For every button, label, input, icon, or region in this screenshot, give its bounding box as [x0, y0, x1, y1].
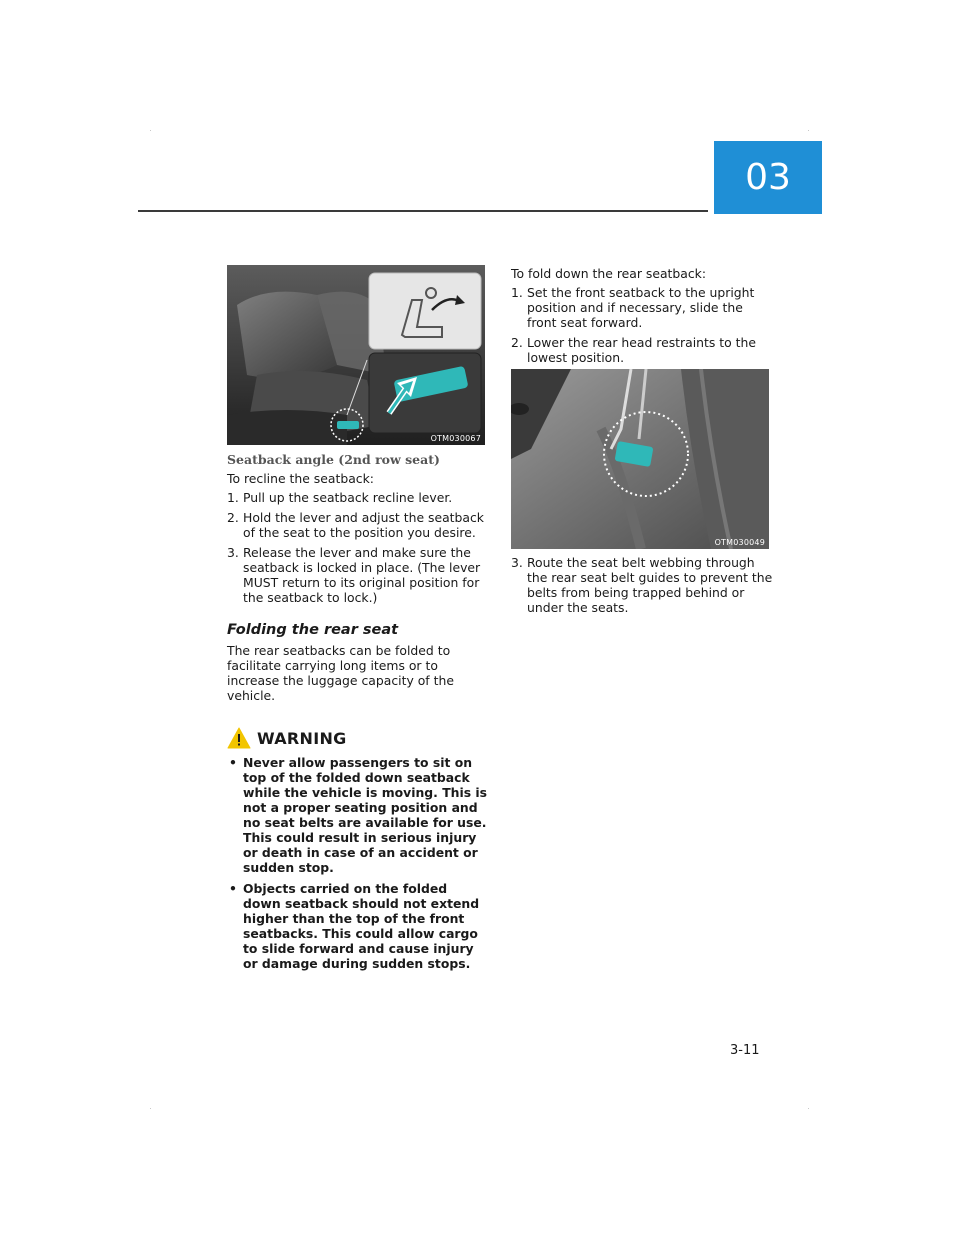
list-item	[511, 555, 773, 615]
list-item	[511, 285, 773, 330]
step-number: 2.	[511, 335, 523, 350]
chapter-tab	[714, 141, 822, 214]
step-number: 1.	[511, 285, 523, 300]
figure-code: OTM030049	[714, 538, 765, 547]
warning-text: Never allow passengers to sit on top of the folded down seatback while the vehicle is moving. This is not a proper seating position and no seat belts are available for use. This could result in serious injury or death in case of an accident or sudden stop.	[243, 755, 488, 875]
folding-description: The rear seatbacks can be folded to facilitate carrying long items or to increase the luggage capacity of the vehicle.	[227, 643, 454, 703]
list-item	[227, 545, 489, 605]
warning-list	[227, 755, 489, 971]
crop-mark	[808, 1108, 809, 1109]
step-number: 3.	[227, 545, 239, 560]
crop-mark	[150, 1108, 151, 1109]
warning-text: Objects carried on the folded down seatback should not extend higher than the top of the front seatbacks. This could allow cargo to slide forward and cause injury or damage during sudden stops.	[243, 881, 480, 971]
step-text: Lower the rear head restraints to the lowest position.	[527, 335, 756, 365]
step-number: 3.	[511, 555, 523, 570]
seat-interior-illustration	[227, 265, 485, 445]
recline-steps	[227, 490, 489, 605]
bullet: •	[229, 755, 237, 770]
chapter-number: 03	[745, 157, 791, 198]
step-text: Pull up the seatback recline lever.	[243, 490, 453, 505]
header-rule	[138, 210, 708, 212]
step-text: Route the seat belt webbing through the rear seat belt guides to prevent the belts from being trapped behind or under the seats.	[527, 555, 773, 615]
step-text: Set the front seatback to the upright position and if necessary, slide the front seat forward.	[527, 285, 755, 330]
fold-intro: To fold down the rear seatback:	[511, 266, 707, 281]
right-column-continued	[511, 555, 773, 620]
recline-intro: To recline the seatback:	[227, 471, 374, 486]
right-column	[511, 266, 773, 370]
left-column	[227, 452, 489, 977]
list-item	[511, 335, 773, 365]
warning-title: WARNING	[257, 728, 347, 748]
list-item	[227, 510, 489, 540]
seat-belt-guide-figure	[511, 369, 769, 549]
fold-steps	[511, 285, 773, 365]
bullet: •	[229, 881, 237, 896]
figure-code: OTM030067	[430, 434, 481, 443]
subheading-seatback-angle: Seatback angle (2nd row seat)	[227, 452, 440, 467]
seat-belt-illustration	[511, 369, 769, 549]
warning-header	[227, 727, 489, 749]
page-number: 3-11	[730, 1043, 760, 1058]
step-text: Release the lever and make sure the seatback is locked in place. (The lever MUST return to its original position for the seatback to lock.)	[243, 545, 481, 605]
crop-mark	[808, 130, 809, 131]
warning-icon	[227, 727, 251, 749]
section-title-folding: Folding the rear seat	[227, 622, 399, 638]
fold-steps-continued	[511, 555, 773, 615]
step-text: Hold the lever and adjust the seatback of the seat to the position you desire.	[243, 510, 484, 540]
seatback-recline-figure	[227, 265, 485, 445]
step-number: 1.	[227, 490, 239, 505]
crop-mark	[150, 130, 151, 131]
list-item	[227, 755, 489, 875]
list-item	[227, 881, 489, 971]
list-item	[227, 490, 489, 505]
step-number: 2.	[227, 510, 239, 525]
